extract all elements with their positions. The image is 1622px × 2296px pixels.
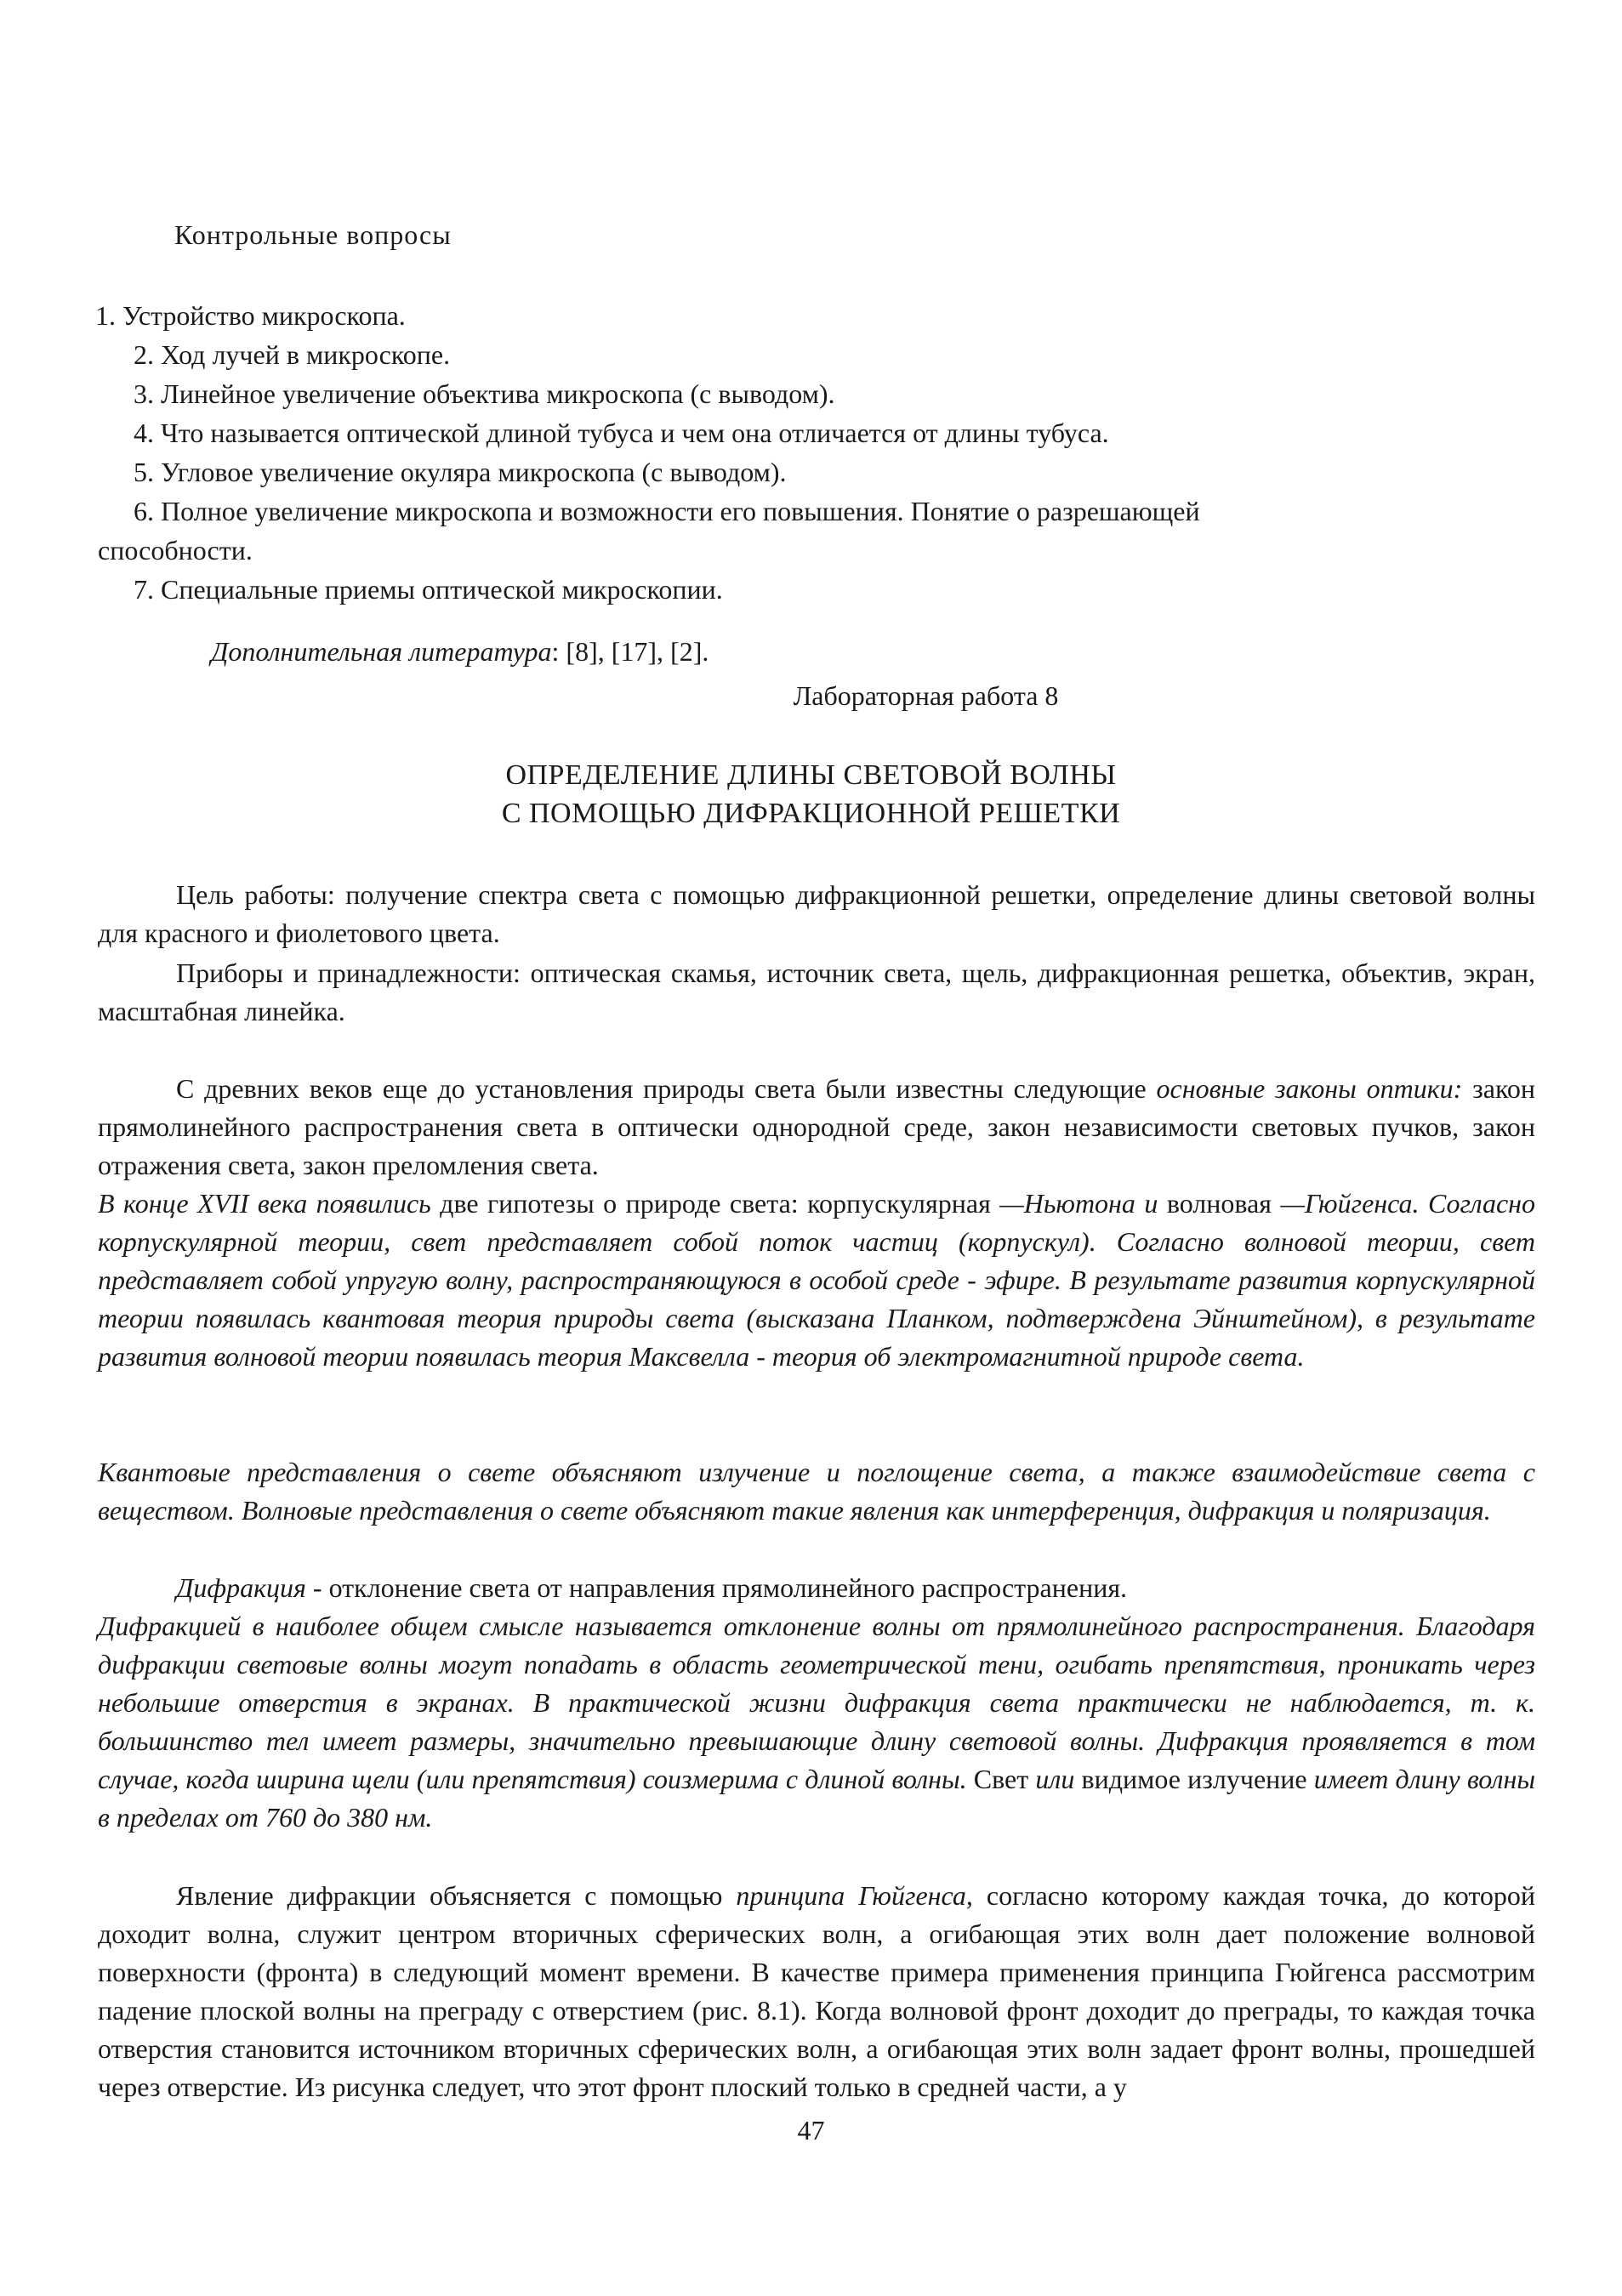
question-item: 1. Устройство микроскопа. (95, 300, 406, 331)
text-run: принципа Гюйгенса, (736, 1880, 973, 1911)
literature-line (211, 636, 709, 668)
text-run: две гипотезы о природе света: корпускулярная (430, 1188, 1000, 1219)
literature-refs: : [8], [17], [2]. (551, 636, 709, 667)
text-run: согласно которому каждая точка, до которой доходит волна, служит центром вторичных сферических волн, а огибающая этих волн дает положение волновой поверхности (фронта) в следующий момент времени. В качестве примера применения принципа Гюйгенса рассмотрим падение плоской волны на преграду с отверстием (рис. 8.1). Когда волновой фронт доходит до преграды, то каждая точка отверстия становится источником вторичных сферических волн, а огибающая этих волн задает фронт волны, прошедшей через отверстие. Из рисунка следует, что этот фронт плоский только в средней части, а у (98, 1880, 1536, 2102)
laws-paragraph (98, 1070, 1535, 1185)
question-item: 2. Ход лучей в микроскопе. (134, 339, 451, 370)
text-run: Явление дифракции объясняется с помощью (176, 1880, 737, 1911)
lab-title-line-1: ОПРЕДЕЛЕНИЕ ДЛИНЫ СВЕТОВОЙ ВОЛНЫ (505, 759, 1117, 791)
lab-work-number: Лабораторная работа 8 (793, 680, 1059, 711)
quantum-paragraph: Квантовые представления о свете объясняют излучение и поглощение света, а также взаимодействие света с веществом. Волновые представления о свете объясняют такие явления как интерференция, дифракция и поляризация. (98, 1457, 1535, 1526)
huygens-paragraph (98, 1877, 1535, 2106)
question-item: 7. Специальные приемы оптической микроскопии. (134, 574, 723, 605)
text-run: Дифракция - (176, 1572, 322, 1603)
page-number: 47 (797, 2115, 825, 2145)
text-run: закон прямолинейного распространения света в оптически однородной среде, закон независимости световых пучков, закон отражения света, закон преломления света. (98, 1073, 1536, 1180)
diffraction-definition (98, 1569, 1535, 1607)
text-run: С древних веков еще до установления природы света были известны следующие (176, 1073, 1157, 1104)
text-run: Свет (966, 1764, 1036, 1794)
text-run: —Гюйгенса. Согласно корпускулярной теории, свет представляет собой поток частиц (корпускул). Согласно волновой теории, свет представляет собой упругую волну, распространяющуюся в особой среде - эфире. В результате развития корпускулярной теории появилась квантовая теория природы света (высказана Планком, подтверждена Эйнштейном), в результате развития волновой теории появилась теория Максвелла - теория об электромагнитной природе света. (98, 1188, 1536, 1372)
text-run: Дифракцией в наиболее общем смысле называется отклонение волны от прямолинейного распространения. Благодаря дифракции световые волны могут попадать в область геометрической тени, огибать препятствия, проникать через небольшие отверстия в экранах. В практической жизни дифракция света практически не наблюдается, т. к. большинство тел имеет размеры, значительно превышающие длину световой волны. Дифракция проявляется в том случае, когда ширина щели (или препятствия) соизмерима с длиной волны. (98, 1611, 1535, 1794)
hypotheses-paragraph (98, 1185, 1535, 1376)
question-item: 4. Что называется оптической длиной тубуса и чем она отличается от длины тубуса. (134, 418, 1109, 448)
lab-title-line-2: С ПОМОЩЬЮ ДИФРАКЦИОННОЙ РЕШЕТКИ (501, 798, 1121, 829)
text-run: основные законы оптики: (1156, 1073, 1463, 1104)
text-run: отклонение света от направления прямолинейного распространения. (322, 1572, 1128, 1603)
text-run: видимое излучение (1074, 1764, 1314, 1794)
text-run: или (1035, 1764, 1075, 1794)
question-item: способности. (98, 535, 253, 565)
text-run: волновая (1158, 1188, 1281, 1219)
goal-paragraph: Цель работы: получение спектра света с помощью дифракционной решетки, определение длины световой волны для красного и фиолетового цвета. (98, 879, 1535, 948)
text-run: —Ньютона и (999, 1188, 1158, 1219)
section-header: Контрольные вопросы (174, 219, 452, 250)
question-item: 6. Полное увеличение микроскопа и возможности его повышения. Понятие о разрешающей (134, 496, 1200, 526)
question-item: 3. Линейное увеличение объектива микроскопа (с выводом). (134, 378, 835, 409)
equipment-paragraph: Приборы и принадлежности: оптическая скамья, источник света, щель, дифракционная решетка, объектив, экран, масштабная линейка. (98, 958, 1535, 1026)
question-item: 5. Угловое увеличение окуляра микроскопа (с выводом). (134, 457, 787, 487)
text-run: имеет длину волны в пределах от 760 до 380 нм. (98, 1764, 1536, 1833)
diffraction-paragraph (98, 1607, 1535, 1837)
literature-label: Дополнительная литература (211, 636, 552, 667)
text-run: В конце XVII века появились (98, 1188, 431, 1219)
